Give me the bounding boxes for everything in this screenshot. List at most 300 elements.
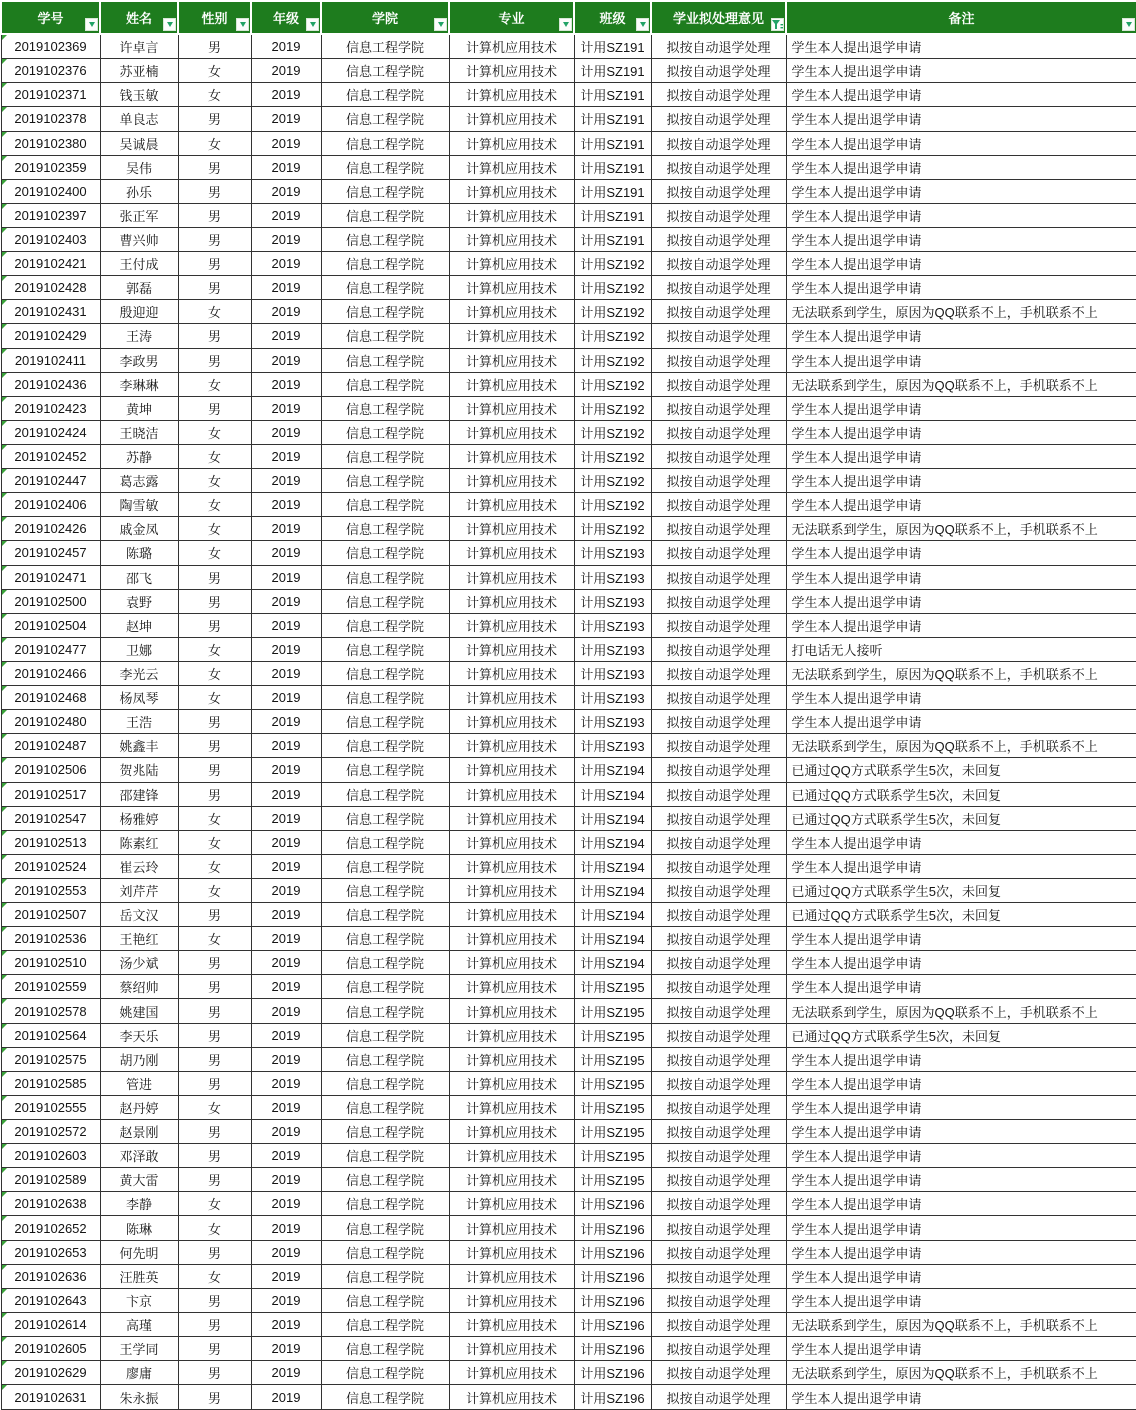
cell-class[interactable]: 计用SZ191 [574,131,651,155]
cell-grade[interactable]: 2019 [251,951,321,975]
cell-name[interactable]: 卞京 [100,1288,178,1312]
cell-gender[interactable]: 男 [178,1361,251,1385]
filter-dropdown-button[interactable] [306,18,319,31]
cell-class[interactable]: 计用SZ196 [574,1216,651,1240]
cell-name[interactable]: 邵建锋 [100,782,178,806]
cell-major[interactable]: 计算机应用技术 [449,1192,574,1216]
cell-name[interactable]: 汪胜英 [100,1264,178,1288]
cell-remark[interactable]: 学生本人提出退学申请 [786,131,1136,155]
cell-gender[interactable]: 男 [178,324,251,348]
cell-class[interactable]: 计用SZ195 [574,1144,651,1168]
cell-college[interactable]: 信息工程学院 [321,155,449,179]
cell-gender[interactable]: 男 [178,1120,251,1144]
cell-grade[interactable]: 2019 [251,854,321,878]
cell-college[interactable]: 信息工程学院 [321,59,449,83]
cell-student-id[interactable]: 2019102457 [1,541,100,565]
cell-name[interactable]: 赵坤 [100,613,178,637]
cell-major[interactable]: 计算机应用技术 [449,444,574,468]
cell-class[interactable]: 计用SZ192 [574,300,651,324]
cell-grade[interactable]: 2019 [251,830,321,854]
cell-class[interactable]: 计用SZ195 [574,1168,651,1192]
cell-name[interactable]: 邵飞 [100,565,178,589]
cell-gender[interactable]: 女 [178,469,251,493]
cell-grade[interactable]: 2019 [251,758,321,782]
cell-major[interactable]: 计算机应用技术 [449,927,574,951]
cell-college[interactable]: 信息工程学院 [321,131,449,155]
cell-student-id[interactable]: 2019102629 [1,1361,100,1385]
cell-class[interactable]: 计用SZ194 [574,806,651,830]
cell-name[interactable]: 李光云 [100,661,178,685]
cell-student-id[interactable]: 2019102643 [1,1288,100,1312]
cell-gender[interactable]: 男 [178,1144,251,1168]
cell-class[interactable]: 计用SZ195 [574,1023,651,1047]
cell-gender[interactable]: 男 [178,34,251,59]
cell-name[interactable]: 许卓言 [100,34,178,59]
cell-opinion[interactable]: 拟按自动退学处理 [651,276,786,300]
cell-grade[interactable]: 2019 [251,1337,321,1361]
cell-gender[interactable]: 女 [178,927,251,951]
cell-student-id[interactable]: 2019102378 [1,107,100,131]
cell-major[interactable]: 计算机应用技术 [449,252,574,276]
cell-opinion[interactable]: 拟按自动退学处理 [651,999,786,1023]
cell-name[interactable]: 吴伟 [100,155,178,179]
cell-remark[interactable]: 无法联系到学生，原因为QQ联系不上，手机联系不上 [786,300,1136,324]
cell-grade[interactable]: 2019 [251,1192,321,1216]
cell-student-id[interactable]: 2019102421 [1,252,100,276]
cell-college[interactable]: 信息工程学院 [321,878,449,902]
cell-college[interactable]: 信息工程学院 [321,661,449,685]
cell-opinion[interactable]: 拟按自动退学处理 [651,1385,786,1410]
cell-name[interactable]: 王晓洁 [100,420,178,444]
cell-student-id[interactable]: 2019102376 [1,59,100,83]
cell-grade[interactable]: 2019 [251,1288,321,1312]
cell-student-id[interactable]: 2019102466 [1,661,100,685]
cell-gender[interactable]: 女 [178,131,251,155]
cell-opinion[interactable]: 拟按自动退学处理 [651,565,786,589]
cell-college[interactable]: 信息工程学院 [321,734,449,758]
cell-grade[interactable]: 2019 [251,661,321,685]
cell-name[interactable]: 葛志露 [100,469,178,493]
cell-major[interactable]: 计算机应用技术 [449,951,574,975]
cell-opinion[interactable]: 拟按自动退学处理 [651,83,786,107]
cell-gender[interactable]: 男 [178,396,251,420]
cell-grade[interactable]: 2019 [251,1264,321,1288]
cell-student-id[interactable]: 2019102585 [1,1071,100,1095]
cell-class[interactable]: 计用SZ195 [574,1095,651,1119]
cell-gender[interactable]: 男 [178,276,251,300]
cell-student-id[interactable]: 2019102436 [1,372,100,396]
cell-remark[interactable]: 学生本人提出退学申请 [786,565,1136,589]
cell-college[interactable]: 信息工程学院 [321,348,449,372]
cell-class[interactable]: 计用SZ191 [574,155,651,179]
cell-name[interactable]: 黄坤 [100,396,178,420]
cell-class[interactable]: 计用SZ193 [574,541,651,565]
cell-grade[interactable]: 2019 [251,107,321,131]
cell-remark[interactable]: 学生本人提出退学申请 [786,1385,1136,1410]
cell-class[interactable]: 计用SZ192 [574,396,651,420]
cell-opinion[interactable]: 拟按自动退学处理 [651,1192,786,1216]
cell-remark[interactable]: 已通过QQ方式联系学生5次，未回复 [786,806,1136,830]
cell-college[interactable]: 信息工程学院 [321,493,449,517]
cell-student-id[interactable]: 2019102578 [1,999,100,1023]
cell-opinion[interactable]: 拟按自动退学处理 [651,131,786,155]
cell-name[interactable]: 陶雪敏 [100,493,178,517]
cell-college[interactable]: 信息工程学院 [321,276,449,300]
cell-college[interactable]: 信息工程学院 [321,1264,449,1288]
cell-gender[interactable]: 女 [178,854,251,878]
cell-gender[interactable]: 女 [178,300,251,324]
cell-class[interactable]: 计用SZ194 [574,758,651,782]
cell-remark[interactable]: 已通过QQ方式联系学生5次，未回复 [786,782,1136,806]
filter-active-button[interactable] [771,18,784,31]
cell-class[interactable]: 计用SZ194 [574,854,651,878]
cell-grade[interactable]: 2019 [251,1385,321,1410]
cell-grade[interactable]: 2019 [251,348,321,372]
cell-remark[interactable]: 学生本人提出退学申请 [786,444,1136,468]
cell-class[interactable]: 计用SZ196 [574,1337,651,1361]
cell-student-id[interactable]: 2019102369 [1,34,100,59]
cell-opinion[interactable]: 拟按自动退学处理 [651,1288,786,1312]
cell-student-id[interactable]: 2019102429 [1,324,100,348]
cell-college[interactable]: 信息工程学院 [321,444,449,468]
cell-gender[interactable]: 男 [178,179,251,203]
cell-class[interactable]: 计用SZ194 [574,903,651,927]
cell-student-id[interactable]: 2019102397 [1,203,100,227]
cell-remark[interactable]: 已通过QQ方式联系学生5次，未回复 [786,878,1136,902]
cell-class[interactable]: 计用SZ193 [574,661,651,685]
cell-major[interactable]: 计算机应用技术 [449,854,574,878]
cell-opinion[interactable]: 拟按自动退学处理 [651,589,786,613]
cell-grade[interactable]: 2019 [251,1168,321,1192]
cell-remark[interactable]: 学生本人提出退学申请 [786,469,1136,493]
cell-class[interactable]: 计用SZ192 [574,444,651,468]
cell-gender[interactable]: 男 [178,903,251,927]
cell-major[interactable]: 计算机应用技术 [449,1144,574,1168]
cell-gender[interactable]: 女 [178,1264,251,1288]
cell-name[interactable]: 卫娜 [100,637,178,661]
cell-remark[interactable]: 学生本人提出退学申请 [786,589,1136,613]
cell-major[interactable]: 计算机应用技术 [449,179,574,203]
cell-opinion[interactable]: 拟按自动退学处理 [651,806,786,830]
cell-gender[interactable]: 男 [178,1312,251,1336]
cell-name[interactable]: 李天乐 [100,1023,178,1047]
cell-major[interactable]: 计算机应用技术 [449,541,574,565]
cell-college[interactable]: 信息工程学院 [321,975,449,999]
cell-major[interactable]: 计算机应用技术 [449,131,574,155]
cell-remark[interactable]: 学生本人提出退学申请 [786,975,1136,999]
cell-opinion[interactable]: 拟按自动退学处理 [651,1216,786,1240]
cell-student-id[interactable]: 2019102653 [1,1240,100,1264]
cell-college[interactable]: 信息工程学院 [321,903,449,927]
cell-remark[interactable]: 学生本人提出退学申请 [786,686,1136,710]
cell-college[interactable]: 信息工程学院 [321,1095,449,1119]
cell-major[interactable]: 计算机应用技术 [449,1240,574,1264]
cell-student-id[interactable]: 2019102652 [1,1216,100,1240]
cell-college[interactable]: 信息工程学院 [321,999,449,1023]
cell-opinion[interactable]: 拟按自动退学处理 [651,1361,786,1385]
cell-gender[interactable]: 男 [178,734,251,758]
cell-opinion[interactable]: 拟按自动退学处理 [651,1095,786,1119]
cell-gender[interactable]: 男 [178,589,251,613]
cell-class[interactable]: 计用SZ192 [574,469,651,493]
cell-remark[interactable]: 学生本人提出退学申请 [786,1264,1136,1288]
cell-college[interactable]: 信息工程学院 [321,1023,449,1047]
cell-remark[interactable]: 学生本人提出退学申请 [786,1120,1136,1144]
cell-major[interactable]: 计算机应用技术 [449,1168,574,1192]
cell-gender[interactable]: 男 [178,782,251,806]
cell-major[interactable]: 计算机应用技术 [449,1216,574,1240]
cell-grade[interactable]: 2019 [251,589,321,613]
cell-opinion[interactable]: 拟按自动退学处理 [651,493,786,517]
cell-college[interactable]: 信息工程学院 [321,179,449,203]
cell-gender[interactable]: 男 [178,999,251,1023]
cell-major[interactable]: 计算机应用技术 [449,396,574,420]
cell-remark[interactable]: 已通过QQ方式联系学生5次，未回复 [786,1023,1136,1047]
cell-college[interactable]: 信息工程学院 [321,1120,449,1144]
cell-gender[interactable]: 女 [178,878,251,902]
cell-gender[interactable]: 男 [178,710,251,734]
cell-name[interactable]: 蔡绍帅 [100,975,178,999]
cell-remark[interactable]: 学生本人提出退学申请 [786,348,1136,372]
cell-remark[interactable]: 学生本人提出退学申请 [786,59,1136,83]
cell-class[interactable]: 计用SZ193 [574,637,651,661]
cell-name[interactable]: 戚金凤 [100,517,178,541]
cell-college[interactable]: 信息工程学院 [321,517,449,541]
cell-college[interactable]: 信息工程学院 [321,1047,449,1071]
cell-opinion[interactable]: 拟按自动退学处理 [651,155,786,179]
cell-gender[interactable]: 女 [178,806,251,830]
cell-college[interactable]: 信息工程学院 [321,854,449,878]
cell-class[interactable]: 计用SZ196 [574,1288,651,1312]
cell-opinion[interactable]: 拟按自动退学处理 [651,782,786,806]
cell-opinion[interactable]: 拟按自动退学处理 [651,420,786,444]
cell-major[interactable]: 计算机应用技术 [449,203,574,227]
cell-remark[interactable]: 学生本人提出退学申请 [786,276,1136,300]
cell-grade[interactable]: 2019 [251,541,321,565]
cell-name[interactable]: 钱玉敏 [100,83,178,107]
cell-opinion[interactable]: 拟按自动退学处理 [651,324,786,348]
cell-name[interactable]: 黄大雷 [100,1168,178,1192]
cell-major[interactable]: 计算机应用技术 [449,1337,574,1361]
cell-major[interactable]: 计算机应用技术 [449,830,574,854]
cell-gender[interactable]: 女 [178,830,251,854]
cell-remark[interactable]: 已通过QQ方式联系学生5次，未回复 [786,758,1136,782]
cell-class[interactable]: 计用SZ196 [574,1385,651,1410]
cell-name[interactable]: 苏亚楠 [100,59,178,83]
cell-major[interactable]: 计算机应用技术 [449,59,574,83]
cell-class[interactable]: 计用SZ193 [574,734,651,758]
cell-student-id[interactable]: 2019102504 [1,613,100,637]
cell-student-id[interactable]: 2019102477 [1,637,100,661]
cell-class[interactable]: 计用SZ191 [574,107,651,131]
cell-gender[interactable]: 女 [178,1095,251,1119]
cell-remark[interactable]: 学生本人提出退学申请 [786,1216,1136,1240]
cell-student-id[interactable]: 2019102423 [1,396,100,420]
cell-major[interactable]: 计算机应用技术 [449,1071,574,1095]
cell-gender[interactable]: 女 [178,420,251,444]
cell-class[interactable]: 计用SZ194 [574,951,651,975]
cell-major[interactable]: 计算机应用技术 [449,734,574,758]
cell-major[interactable]: 计算机应用技术 [449,1023,574,1047]
cell-name[interactable]: 李琳琳 [100,372,178,396]
cell-name[interactable]: 赵丹婷 [100,1095,178,1119]
cell-name[interactable]: 李政男 [100,348,178,372]
cell-gender[interactable]: 女 [178,1192,251,1216]
cell-major[interactable]: 计算机应用技术 [449,372,574,396]
cell-major[interactable]: 计算机应用技术 [449,1361,574,1385]
cell-major[interactable]: 计算机应用技术 [449,1385,574,1410]
cell-opinion[interactable]: 拟按自动退学处理 [651,252,786,276]
cell-college[interactable]: 信息工程学院 [321,782,449,806]
cell-remark[interactable]: 学生本人提出退学申请 [786,1095,1136,1119]
cell-gender[interactable]: 男 [178,1337,251,1361]
cell-remark[interactable]: 学生本人提出退学申请 [786,1240,1136,1264]
cell-remark[interactable]: 学生本人提出退学申请 [786,1144,1136,1168]
filter-dropdown-button[interactable] [85,18,98,31]
cell-major[interactable]: 计算机应用技术 [449,589,574,613]
cell-remark[interactable]: 学生本人提出退学申请 [786,155,1136,179]
cell-student-id[interactable]: 2019102603 [1,1144,100,1168]
cell-gender[interactable]: 女 [178,637,251,661]
cell-opinion[interactable]: 拟按自动退学处理 [651,1023,786,1047]
cell-name[interactable]: 吴诚晨 [100,131,178,155]
cell-college[interactable]: 信息工程学院 [321,396,449,420]
cell-opinion[interactable]: 拟按自动退学处理 [651,686,786,710]
cell-major[interactable]: 计算机应用技术 [449,782,574,806]
cell-remark[interactable]: 学生本人提出退学申请 [786,710,1136,734]
cell-college[interactable]: 信息工程学院 [321,107,449,131]
cell-college[interactable]: 信息工程学院 [321,565,449,589]
cell-major[interactable]: 计算机应用技术 [449,517,574,541]
cell-grade[interactable]: 2019 [251,444,321,468]
cell-college[interactable]: 信息工程学院 [321,1168,449,1192]
cell-college[interactable]: 信息工程学院 [321,83,449,107]
cell-grade[interactable]: 2019 [251,710,321,734]
cell-college[interactable]: 信息工程学院 [321,613,449,637]
cell-student-id[interactable]: 2019102487 [1,734,100,758]
cell-student-id[interactable]: 2019102447 [1,469,100,493]
cell-gender[interactable]: 男 [178,1240,251,1264]
cell-name[interactable]: 王付成 [100,252,178,276]
cell-opinion[interactable]: 拟按自动退学处理 [651,179,786,203]
cell-college[interactable]: 信息工程学院 [321,927,449,951]
cell-opinion[interactable]: 拟按自动退学处理 [651,348,786,372]
cell-remark[interactable]: 学生本人提出退学申请 [786,107,1136,131]
cell-remark[interactable]: 学生本人提出退学申请 [786,613,1136,637]
cell-opinion[interactable]: 拟按自动退学处理 [651,34,786,59]
cell-college[interactable]: 信息工程学院 [321,686,449,710]
cell-name[interactable]: 姚建国 [100,999,178,1023]
cell-college[interactable]: 信息工程学院 [321,1240,449,1264]
cell-class[interactable]: 计用SZ192 [574,420,651,444]
cell-gender[interactable]: 男 [178,1023,251,1047]
cell-major[interactable]: 计算机应用技术 [449,469,574,493]
cell-class[interactable]: 计用SZ194 [574,782,651,806]
cell-major[interactable]: 计算机应用技术 [449,324,574,348]
cell-college[interactable]: 信息工程学院 [321,1216,449,1240]
cell-major[interactable]: 计算机应用技术 [449,107,574,131]
cell-major[interactable]: 计算机应用技术 [449,83,574,107]
cell-major[interactable]: 计算机应用技术 [449,1095,574,1119]
cell-major[interactable]: 计算机应用技术 [449,565,574,589]
cell-name[interactable]: 殷迎迎 [100,300,178,324]
cell-class[interactable]: 计用SZ193 [574,613,651,637]
cell-college[interactable]: 信息工程学院 [321,1144,449,1168]
cell-college[interactable]: 信息工程学院 [321,1192,449,1216]
cell-grade[interactable]: 2019 [251,999,321,1023]
cell-college[interactable]: 信息工程学院 [321,710,449,734]
cell-grade[interactable]: 2019 [251,613,321,637]
cell-gender[interactable]: 男 [178,1168,251,1192]
cell-name[interactable]: 陈琳 [100,1216,178,1240]
cell-student-id[interactable]: 2019102510 [1,951,100,975]
cell-class[interactable]: 计用SZ195 [574,975,651,999]
cell-grade[interactable]: 2019 [251,203,321,227]
cell-grade[interactable]: 2019 [251,1361,321,1385]
cell-class[interactable]: 计用SZ195 [574,1047,651,1071]
cell-class[interactable]: 计用SZ191 [574,203,651,227]
cell-student-id[interactable]: 2019102403 [1,227,100,251]
cell-major[interactable]: 计算机应用技术 [449,806,574,830]
cell-major[interactable]: 计算机应用技术 [449,903,574,927]
cell-remark[interactable]: 学生本人提出退学申请 [786,927,1136,951]
cell-student-id[interactable]: 2019102380 [1,131,100,155]
cell-grade[interactable]: 2019 [251,34,321,59]
cell-opinion[interactable]: 拟按自动退学处理 [651,927,786,951]
cell-gender[interactable]: 女 [178,83,251,107]
cell-opinion[interactable]: 拟按自动退学处理 [651,372,786,396]
cell-remark[interactable]: 无法联系到学生，原因为QQ联系不上，手机联系不上 [786,517,1136,541]
filter-dropdown-button[interactable] [163,18,176,31]
cell-student-id[interactable]: 2019102431 [1,300,100,324]
cell-name[interactable]: 王学同 [100,1337,178,1361]
cell-grade[interactable]: 2019 [251,493,321,517]
cell-grade[interactable]: 2019 [251,372,321,396]
cell-name[interactable]: 陈素红 [100,830,178,854]
cell-remark[interactable]: 无法联系到学生，原因为QQ联系不上，手机联系不上 [786,999,1136,1023]
cell-opinion[interactable]: 拟按自动退学处理 [651,1047,786,1071]
cell-major[interactable]: 计算机应用技术 [449,276,574,300]
cell-class[interactable]: 计用SZ192 [574,324,651,348]
cell-name[interactable]: 袁野 [100,589,178,613]
cell-remark[interactable]: 学生本人提出退学申请 [786,1192,1136,1216]
cell-student-id[interactable]: 2019102359 [1,155,100,179]
cell-major[interactable]: 计算机应用技术 [449,1264,574,1288]
cell-remark[interactable]: 已通过QQ方式联系学生5次，未回复 [786,903,1136,927]
cell-student-id[interactable]: 2019102371 [1,83,100,107]
cell-grade[interactable]: 2019 [251,227,321,251]
cell-major[interactable]: 计算机应用技术 [449,975,574,999]
cell-grade[interactable]: 2019 [251,83,321,107]
cell-opinion[interactable]: 拟按自动退学处理 [651,903,786,927]
cell-opinion[interactable]: 拟按自动退学处理 [651,854,786,878]
cell-name[interactable]: 郭磊 [100,276,178,300]
cell-major[interactable]: 计算机应用技术 [449,227,574,251]
cell-opinion[interactable]: 拟按自动退学处理 [651,444,786,468]
cell-student-id[interactable]: 2019102553 [1,878,100,902]
cell-grade[interactable]: 2019 [251,420,321,444]
cell-class[interactable]: 计用SZ192 [574,276,651,300]
cell-class[interactable]: 计用SZ195 [574,1120,651,1144]
cell-grade[interactable]: 2019 [251,276,321,300]
cell-remark[interactable]: 学生本人提出退学申请 [786,541,1136,565]
cell-remark[interactable]: 学生本人提出退学申请 [786,324,1136,348]
cell-major[interactable]: 计算机应用技术 [449,1288,574,1312]
cell-remark[interactable]: 学生本人提出退学申请 [786,203,1136,227]
cell-gender[interactable]: 女 [178,661,251,685]
cell-college[interactable]: 信息工程学院 [321,34,449,59]
cell-name[interactable]: 何先明 [100,1240,178,1264]
